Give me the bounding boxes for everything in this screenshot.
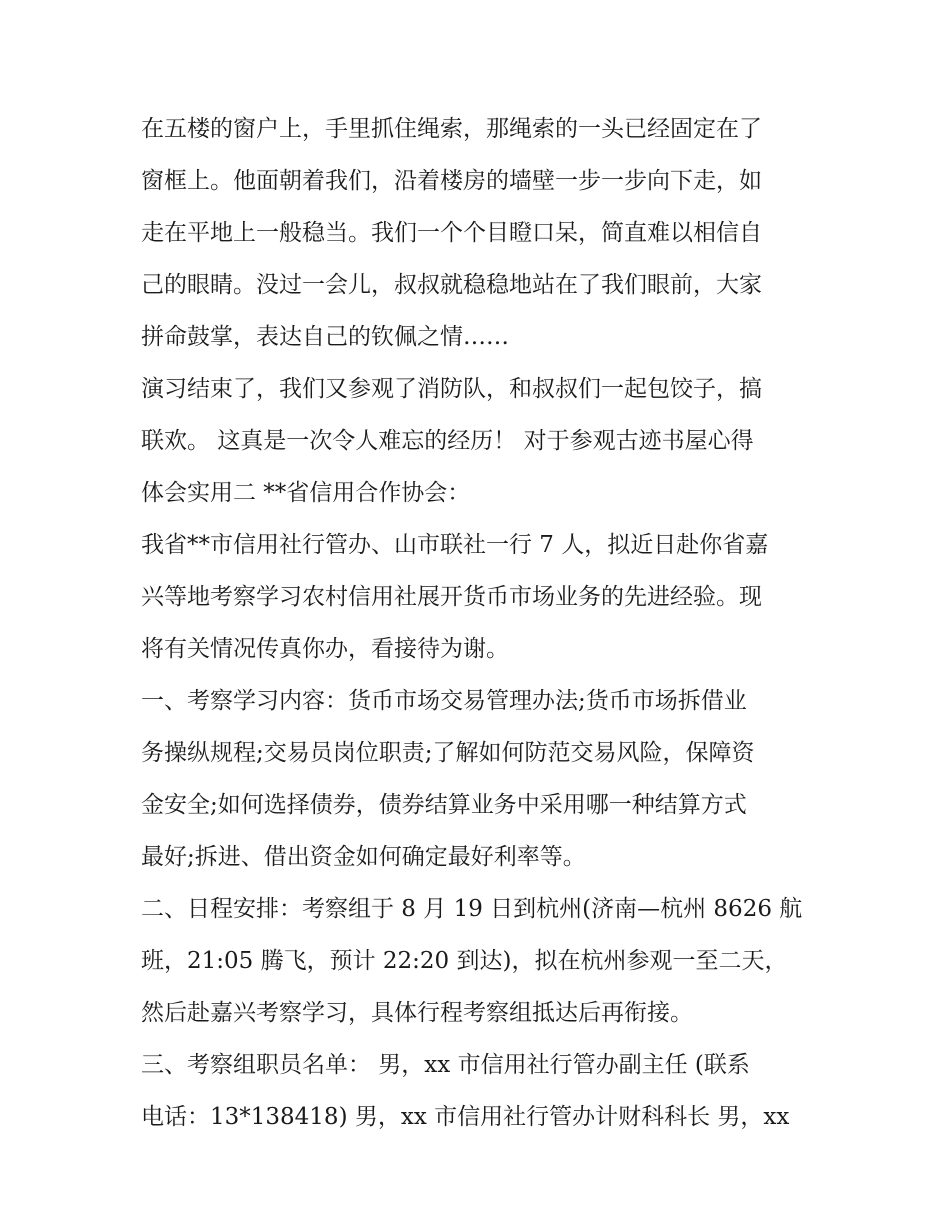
text-line: 拼命鼓掌，表达自己的钦佩之情…… <box>141 324 509 350</box>
text-line: 电话：13*138418) 男，xx 市信用社行管办计财科科长 男，xx <box>141 1104 790 1130</box>
text-line: 将有关情况传真你办，看接待为谢。 <box>141 636 509 662</box>
text-line: 三、考察组职员名单： 男，xx 市信用社行管办副主任 (联系 <box>141 1052 750 1078</box>
text-line: 体会实用二 **省信用合作协会： <box>141 480 471 506</box>
text-line: 演习结束了，我们又参观了消防队，和叔叔们一起包饺子，搞 <box>141 376 762 402</box>
text-line: 我省**市信用社行管办、山市联社一行 7 人，拟近日赴你省嘉 <box>141 532 769 558</box>
text-line: 二、日程安排：考察组于 8 月 19 日到杭州(济南—杭州 8626 航 <box>141 896 803 922</box>
text-line: 最好;拆进、借出资金如何确定最好利率等。 <box>141 844 586 870</box>
text-line: 走在平地上一般稳当。我们一个个目瞪口呆，简直难以相信自 <box>141 220 762 246</box>
text-line: 金安全;如何选择债券，债券结算业务中采用哪一种结算方式 <box>141 792 747 818</box>
text-line: 一、考察学习内容：货币市场交易管理办法;货币市场拆借业 <box>141 688 747 714</box>
text-line: 班，21:05 腾飞，预计 22:20 到达)，拟在杭州参观一至二天， <box>141 948 788 974</box>
text-line: 兴等地考察学习农村信用社展开货币市场业务的先进经验。现 <box>141 584 762 610</box>
text-line: 然后赴嘉兴考察学习，具体行程考察组抵达后再衔接。 <box>141 1000 693 1026</box>
text-line: 在五楼的窗户上，手里抓住绳索，那绳索的一头已经固定在了 <box>141 116 762 142</box>
text-line: 窗框上。他面朝着我们，沿着楼房的墙壁一步一步向下走，如 <box>141 168 762 194</box>
text-line: 己的眼睛。没过一会儿，叔叔就稳稳地站在了我们眼前，大家 <box>141 272 762 298</box>
text-line: 联欢。 这真是一次令人难忘的经历！ 对于参观古迹书屋心得 <box>141 428 754 454</box>
text-line: 务操纵规程;交易员岗位职责;了解如何防范交易风险，保障资 <box>141 740 755 766</box>
document-body <box>141 103 821 1143</box>
